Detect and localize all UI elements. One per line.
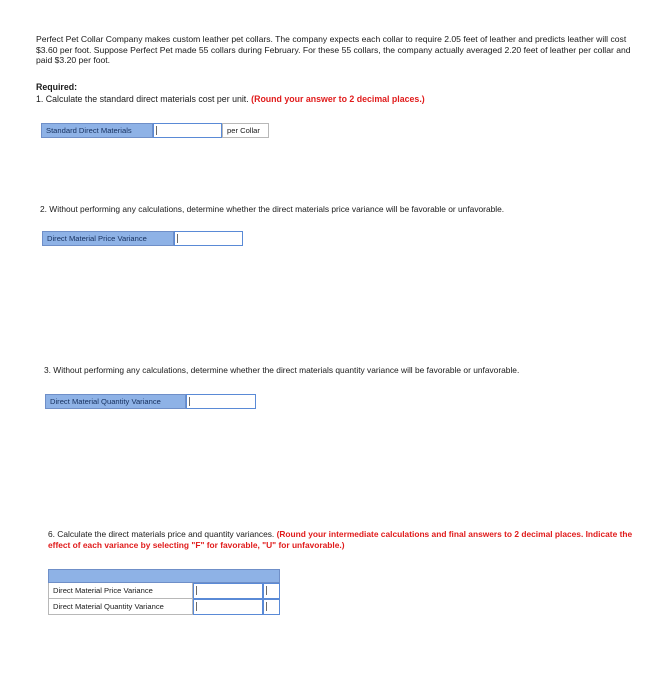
question-1-text: 1. Calculate the standard direct materials cost per unit.	[36, 94, 249, 104]
table-row	[48, 583, 280, 599]
standard-direct-materials-label: Standard Direct Materials	[41, 123, 153, 138]
quantity-variance-effect-select[interactable]	[263, 599, 280, 615]
row-label: Direct Material Price Variance	[48, 583, 193, 599]
question-6-text: 6. Calculate the direct materials price and quantity variances.	[48, 529, 275, 539]
price-variance-amount-input[interactable]	[193, 583, 263, 599]
variance-table	[48, 569, 280, 615]
question-6-note: (Round your intermediate calculations and final answers to 2 decimal places. Indicate the effect of each variance by selecting "F" for favorable, "U" for unfavorable.)	[48, 529, 633, 550]
question-2-text: 2. Without performing any calculations, determine whether the direct materials price variance will be favorable or unfavorable.	[40, 204, 505, 214]
variance-table-header	[48, 569, 280, 583]
standard-direct-materials-input[interactable]	[153, 123, 222, 138]
direct-material-quantity-variance-select[interactable]	[186, 394, 256, 409]
quantity-variance-amount-input[interactable]	[193, 599, 263, 615]
direct-material-quantity-variance-label: Direct Material Quantity Variance	[45, 394, 186, 409]
problem-intro: Perfect Pet Collar Company makes custom leather pet collars. The company expects each collar to require 2.05 feet of leather and predicts leather will cost $3.60 per foot. Suppose Perfect Pet made 55 collars during February. For these 55 collars, the company actually averaged 2.20 feet of leather per collar and paid $3.20 per foot.	[36, 34, 631, 66]
row-label: Direct Material Quantity Variance	[48, 599, 193, 615]
required-label: Required:	[36, 82, 78, 92]
direct-material-price-variance-select[interactable]	[174, 231, 243, 246]
per-collar-unit: per Collar	[222, 123, 269, 138]
table-row	[48, 599, 280, 615]
question-6	[48, 529, 640, 550]
question-1	[36, 94, 425, 104]
price-variance-effect-select[interactable]	[263, 583, 280, 599]
question-3-text: 3. Without performing any calculations, determine whether the direct materials quantity variance will be favorable or unfavorable.	[44, 365, 520, 375]
direct-material-price-variance-label: Direct Material Price Variance	[42, 231, 174, 246]
question-1-note: (Round your answer to 2 decimal places.)	[251, 94, 425, 104]
